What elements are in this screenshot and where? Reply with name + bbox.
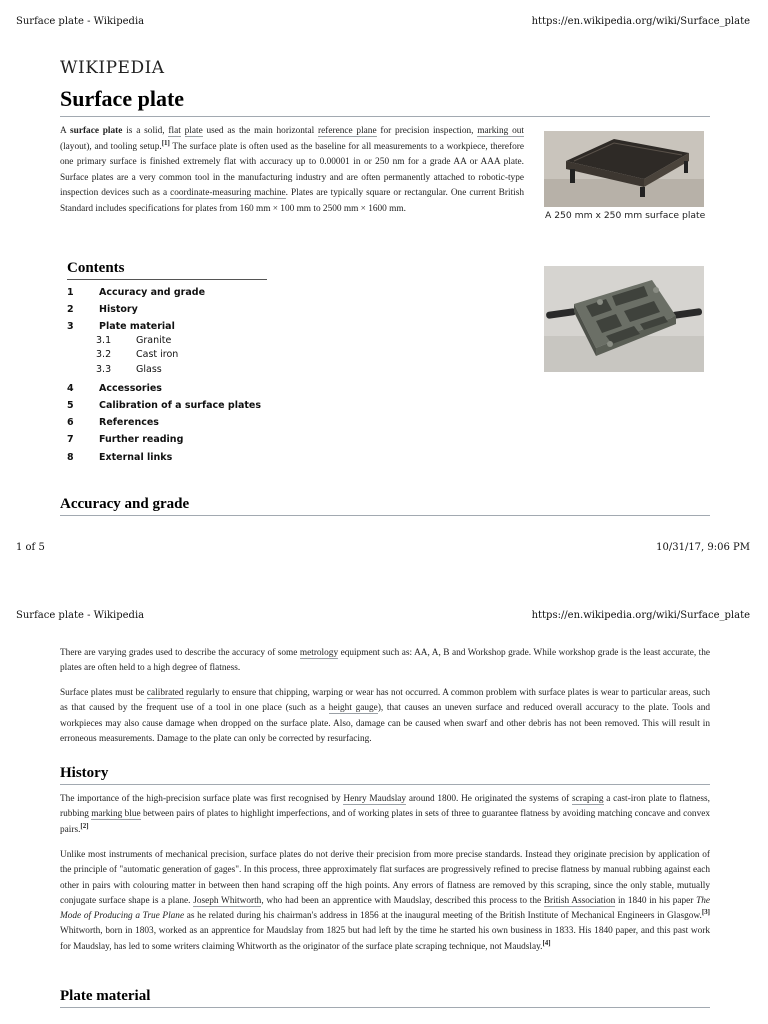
link-metrology[interactable]: metrology: [299, 648, 339, 658]
toc-item-history[interactable]: 2 History: [67, 304, 138, 315]
citation-4[interactable]: [4]: [542, 938, 551, 947]
toc-item-accessories[interactable]: 4 Accessories: [67, 383, 162, 394]
print-header-url[interactable]: https://en.wikipedia.org/wiki/Surface_plate: [531, 16, 750, 27]
link-calibrated[interactable]: calibrated: [146, 688, 184, 698]
wikipedia-wordmark[interactable]: WIKIPEDIA: [60, 58, 165, 78]
toc-item-plate-material[interactable]: 3 Plate material: [67, 321, 175, 332]
history-paragraph-1: The importance of the high-precision surface plate was first recognised by Henry Maudslay around 1800. He originated the systems of scraping a cast-iron plate to flatness, rubbing marking blue between pairs of plates to highlight imperfections, and of working plates in sets of three to guarantee flatness by avoiding matching concave and convex pairs.[2]: [60, 794, 710, 835]
toc-item-references[interactable]: 6 References: [67, 417, 159, 428]
link-height-gauge[interactable]: height gauge: [328, 703, 378, 714]
link-marking-blue[interactable]: marking blue: [91, 809, 141, 820]
intro-paragraph: A surface plate is a solid, flat plate used as the main horizontal reference plane for precision inspection, marking out (layout), and tooling setup.[1] The surface plate is often used as the baseline for all measurements to a workpiece, therefore one primary surface is finished extremely flat with accuracy up to 0.00001 in or 250 nm for a grade AA or AAA plate. Surface plates are a very common tool in the manufacturing industry and are often permanently attached to robotic-type inspection devices such as a coordinate-measuring machine. Plates are typically square or rectangular. One current British Standard includes specifications for plates from 160 mm × 100 mm to 2500 mm × 1600 mm.: [60, 126, 524, 214]
link-scraping[interactable]: scraping: [572, 794, 604, 804]
toc-item-granite[interactable]: 3.1 Granite: [96, 335, 172, 346]
cast-iron-plate-image[interactable]: [544, 266, 704, 372]
figure-caption: A 250 mm x 250 mm surface plate: [545, 210, 706, 221]
citation-1[interactable]: [1]: [161, 138, 170, 147]
section-heading-plate-material: Plate material: [60, 988, 710, 1008]
table-of-contents: [67, 260, 267, 284]
print-header-title: Surface plate - Wikipedia: [16, 16, 145, 27]
link-british-association[interactable]: British Association: [543, 895, 616, 906]
accuracy-paragraph-1: There are varying grades used to describe the accuracy of some metrology equipment such as: AA, A, B and Workshop grade. While workshop grade is the least accurate, the plates are often held to a high degree of flatness.: [60, 648, 710, 674]
link-marking-out[interactable]: marking out: [477, 126, 524, 136]
toc-item-further-reading[interactable]: 7 Further reading: [67, 434, 184, 445]
link-joseph-whitworth[interactable]: Joseph Whitworth: [193, 895, 262, 906]
print-footer-page-count: 1 of 5: [16, 542, 45, 553]
toc-item-calibration[interactable]: 5 Calibration of a surface plates: [67, 400, 262, 411]
link-reference-plane[interactable]: reference plane: [318, 126, 377, 136]
section-heading-accuracy: Accuracy and grade: [60, 496, 710, 516]
section-heading-history: History: [60, 765, 710, 785]
history-paragraph-2: Unlike most instruments of mechanical precision, surface plates do not derive their precision from more precise standards. Instead they originate precision by application of the principle of "automatic generation of gages". In this process, three approximately flat surfaces are progressively refined to precise flatness by manual rubbing against each other in pairs with colouring matter in between then hand scraping off the high points. Any errors of flatness are removed by this scraping, since the only stable, mutually conjugate surface shape is a plane. Joseph Whitworth, who had been an apprentice with Maudslay, described this process to the British Association in 1840 in his paper The Mode of Producing a True Plane as he related during his chairman's address in 1856 at the inaugural meeting of the British Institute of Mechanical Engineers in Glasgow.[3] Whitworth, born in 1803, worked as an apprentice for Maudslay from 1825 but had left by the time he started his own business in 1833. His 1840 paper, and this past work for Maudslay, has led to some writers claiming Whitworth as the originator of the surface plate scraping technique, not Maudslay.[4]: [60, 850, 711, 952]
toc-title: Contents: [67, 260, 267, 280]
print-footer-date: 10/31/17, 9:06 PM: [656, 542, 750, 553]
citation-3[interactable]: [3]: [701, 908, 710, 917]
citation-2[interactable]: [2]: [80, 821, 89, 830]
toc-item-external-links[interactable]: 8 External links: [67, 452, 173, 463]
print-header-title-page2: Surface plate - Wikipedia: [16, 610, 145, 621]
link-henry-maudslay[interactable]: Henry Maudslay: [343, 794, 407, 804]
page-title: Surface plate: [60, 86, 710, 117]
link-plate[interactable]: plate: [184, 126, 203, 136]
toc-item-accuracy[interactable]: 1 Accuracy and grade: [67, 287, 206, 298]
link-coordinate-measuring-machine[interactable]: coordinate-measuring machine: [170, 188, 286, 199]
toc-item-cast-iron[interactable]: 3.2 Cast iron: [96, 349, 179, 360]
print-header-url-page2[interactable]: https://en.wikipedia.org/wiki/Surface_plate: [531, 610, 750, 621]
toc-item-glass[interactable]: 3.3 Glass: [96, 364, 162, 375]
accuracy-paragraph-2: Surface plates must be calibrated regularly to ensure that chipping, warping or wear has not occurred. A common problem with surface plates is wear to particular areas, such as that caused by the frequent use of a tool in one place (such as a height gauge), that causes an uneven surface and reduced overall accuracy to the plate. Tools and workpieces may also cause damage when dropped on the surface plate. Also, damage can be caused when swarf and other debris has not been removed. This will result in erroneous measurements. Damage to the plate can only be corrected by resurfacing.: [60, 688, 711, 744]
link-flat[interactable]: flat: [168, 126, 181, 136]
surface-plate-image[interactable]: [544, 131, 704, 207]
